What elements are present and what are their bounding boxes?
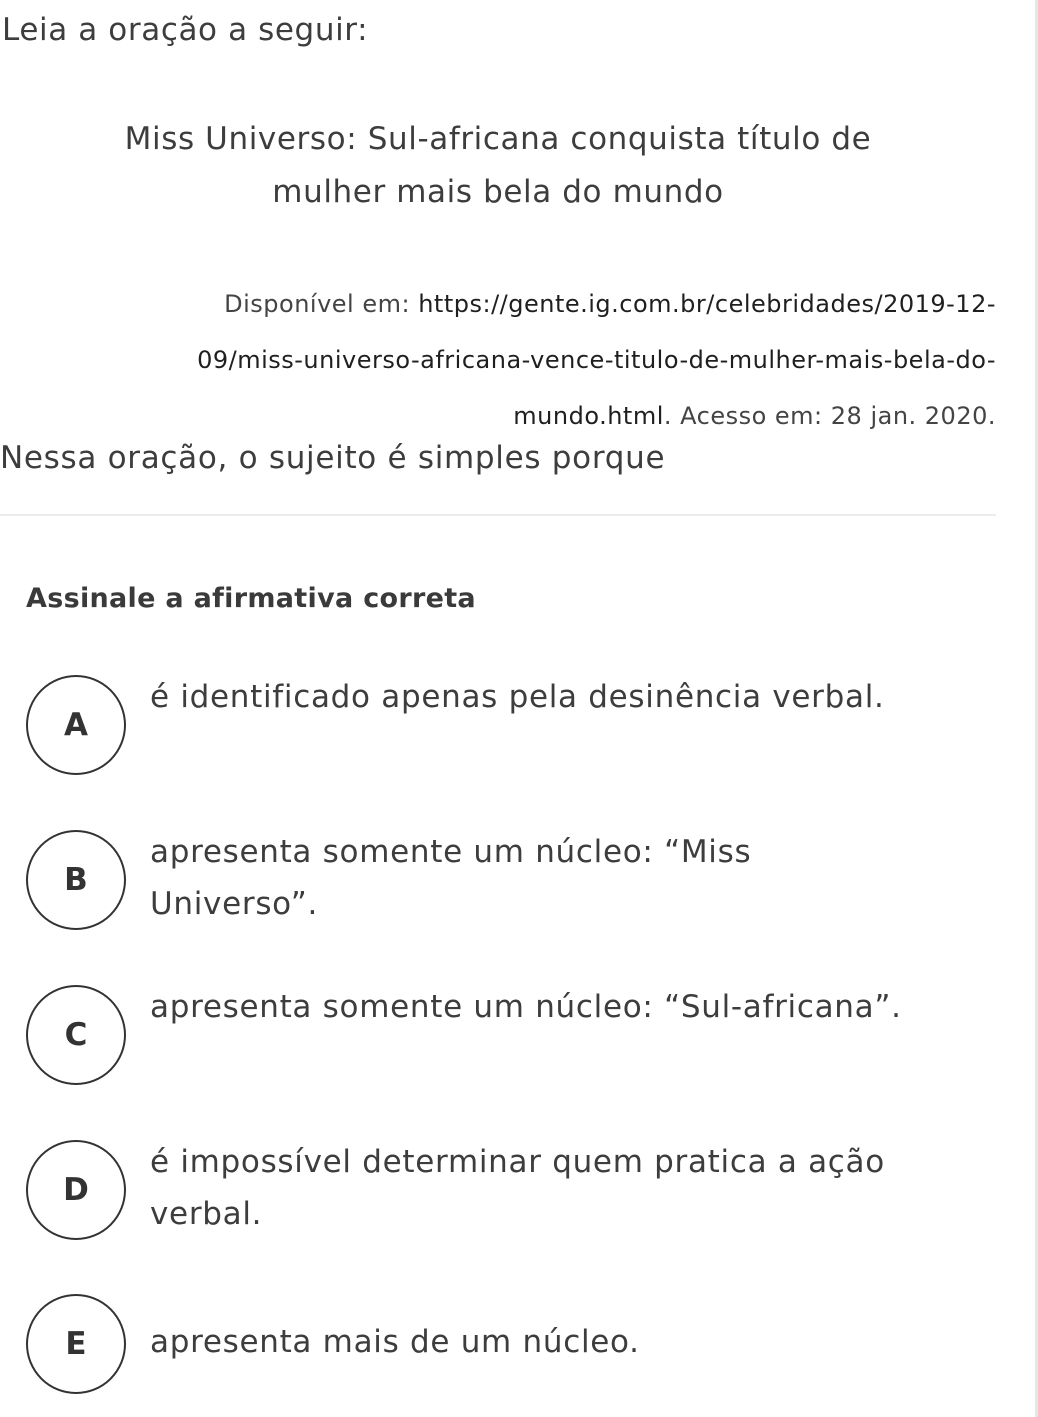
quoted-sentence-line-2: mulher mais bela do mundo <box>272 174 724 210</box>
source-access-date: . Acesso em: 28 jan. 2020. <box>663 402 996 430</box>
source-url-part-3: mundo.html <box>513 402 664 430</box>
option-e[interactable] <box>26 1294 986 1394</box>
option-a-text: é identificado apenas pela desinência verbal. <box>150 679 885 715</box>
quoted-sentence-line-1: Miss Universo: Sul-africana conquista título de <box>124 121 872 157</box>
option-d-badge[interactable]: D <box>26 1140 126 1240</box>
option-a[interactable] <box>26 675 986 775</box>
source-url-part-1: https://gente.ig.com.br/celebridades/2019-12- <box>418 290 996 318</box>
option-b[interactable] <box>26 830 986 930</box>
source-line-2 <box>0 332 996 388</box>
option-c-text: apresenta somente um núcleo: “Sul-africana”. <box>150 989 902 1025</box>
quoted-sentence <box>0 113 996 219</box>
source-line-1 <box>0 276 996 332</box>
instruction-label: Assinale a afirmativa correta <box>26 583 476 614</box>
divider <box>0 514 996 516</box>
option-d-text: é impossível determinar quem pratica a ação verbal. <box>150 1144 885 1232</box>
option-d[interactable] <box>26 1140 986 1240</box>
option-c-badge[interactable]: C <box>26 985 126 1085</box>
source-url-part-2: 09/miss-universo-africana-vence-titulo-de-mulher-mais-bela-do- <box>197 346 996 374</box>
source-prefix: Disponível em: <box>224 290 419 318</box>
source-citation <box>0 276 996 444</box>
question-stem: Nessa oração, o sujeito é simples porque <box>0 440 666 476</box>
source-line-3 <box>0 388 996 444</box>
option-c[interactable] <box>26 985 986 1085</box>
option-b-badge[interactable]: B <box>26 830 126 930</box>
question-intro: Leia a oração a seguir: <box>2 12 369 48</box>
option-e-text: apresenta mais de um núcleo. <box>150 1324 640 1360</box>
option-a-badge[interactable]: A <box>26 675 126 775</box>
option-b-text: apresenta somente um núcleo: “Miss Universo”. <box>150 834 752 922</box>
option-e-badge[interactable]: E <box>26 1294 126 1394</box>
